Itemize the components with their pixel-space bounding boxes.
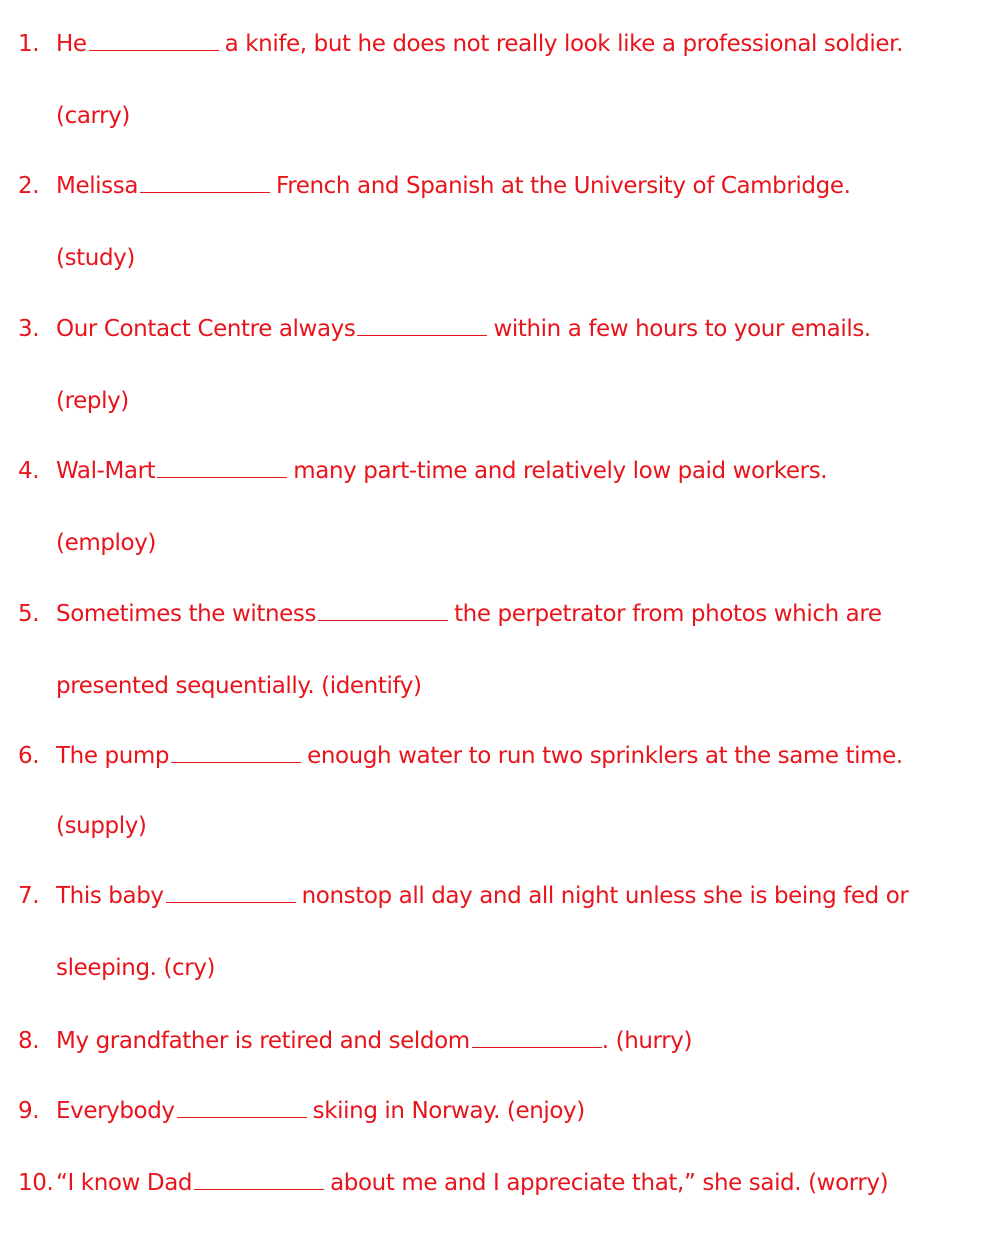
answer-blank[interactable] (166, 901, 296, 903)
item-text-continuation: (supply) (56, 813, 147, 839)
item-text-before: “I know Dad (56, 1170, 193, 1196)
item-number: 8. (18, 1028, 40, 1054)
item-text-before: Sometimes the witness (56, 601, 317, 627)
item-text-after: many part-time and relatively low paid workers. (293, 458, 828, 484)
item-text-before: Our Contact Centre always (56, 316, 356, 342)
item-number: 10. (18, 1170, 54, 1196)
item-number: 6. (18, 743, 40, 769)
answer-blank[interactable] (318, 619, 448, 621)
item-text-continuation: (carry) (56, 103, 131, 129)
item-text-after: about me and I appreciate that,” she said. (worry) (330, 1170, 889, 1196)
item-text-after: the perpetrator from photos which are (454, 601, 882, 627)
item-number: 9. (18, 1098, 40, 1124)
item-text-continuation: (employ) (56, 530, 156, 556)
item-text-before: He (56, 31, 87, 57)
item-text-continuation: sleeping. (cry) (56, 955, 216, 981)
answer-blank[interactable] (177, 1116, 307, 1118)
answer-blank[interactable] (472, 1046, 602, 1048)
item-text-before: Wal-Mart (56, 458, 156, 484)
item-text-before: The pump (56, 743, 170, 769)
answer-blank[interactable] (171, 761, 301, 763)
item-number: 1. (18, 31, 40, 57)
answer-blank[interactable] (89, 49, 219, 51)
item-number: 2. (18, 173, 40, 199)
item-text-after: enough water to run two sprinklers at the same time. (307, 743, 903, 769)
item-number: 3. (18, 316, 40, 342)
item-text-after: nonstop all day and all night unless she is being fed or (301, 883, 909, 909)
item-text-before: Everybody (56, 1098, 175, 1124)
item-text-continuation: (reply) (56, 388, 129, 414)
item-number: 5. (18, 601, 40, 627)
item-text-after: a knife, but he does not really look like a professional soldier. (224, 31, 903, 57)
answer-blank[interactable] (157, 476, 287, 478)
item-number: 7. (18, 883, 40, 909)
answer-blank[interactable] (194, 1188, 324, 1190)
item-text-after: French and Spanish at the University of Cambridge. (276, 173, 851, 199)
item-text-before: Melissa (56, 173, 139, 199)
item-text-before: This baby (56, 883, 164, 909)
answer-blank[interactable] (140, 191, 270, 193)
item-text-continuation: presented sequentially. (identify) (56, 673, 422, 699)
answer-blank[interactable] (357, 334, 487, 336)
item-text-after: within a few hours to your emails. (493, 316, 871, 342)
item-text-after: . (hurry) (601, 1028, 693, 1054)
item-text-continuation: (study) (56, 245, 135, 271)
item-text-after: skiing in Norway. (enjoy) (312, 1098, 585, 1124)
item-text-before: My grandfather is retired and seldom (56, 1028, 470, 1054)
item-number: 4. (18, 458, 40, 484)
